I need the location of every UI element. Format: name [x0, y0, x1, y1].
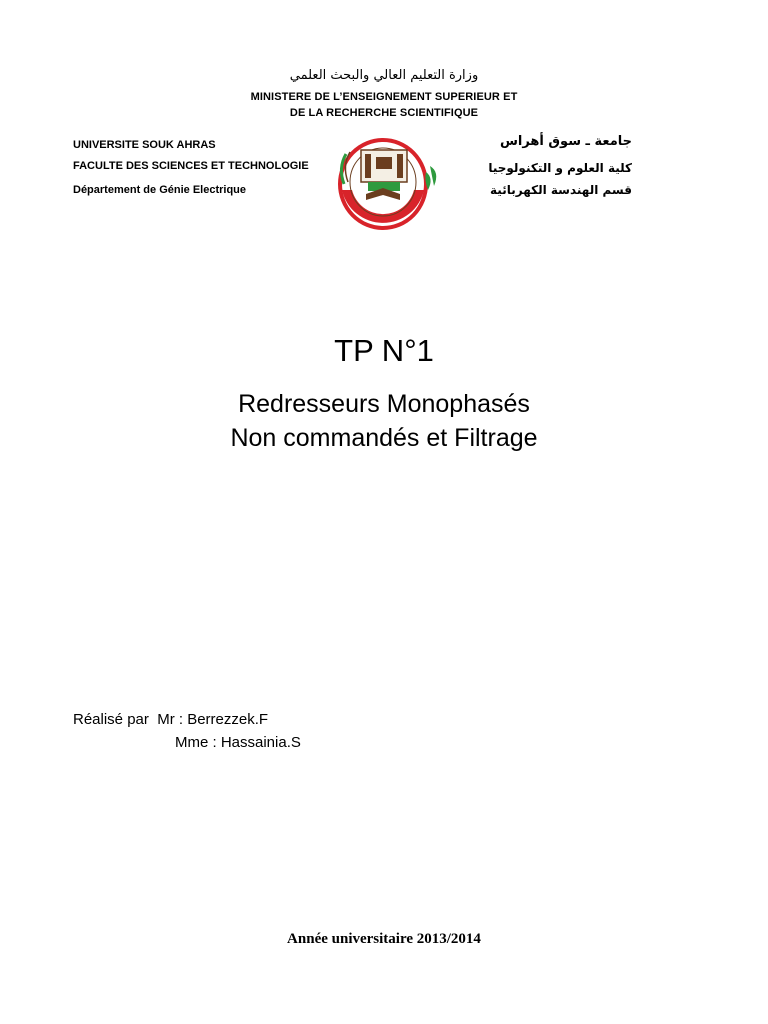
faculty-name: FACULTE DES SCIENCES ET TECHNOLOGIE — [73, 160, 309, 172]
authors-row-2 — [73, 731, 301, 754]
university-logo — [328, 132, 450, 232]
authors-block — [73, 708, 301, 754]
university-name: UNIVERSITE SOUK AHRAS — [73, 139, 216, 151]
department-name: Département de Génie Electrique — [73, 184, 246, 196]
university-name-arabic: جامعة ـ سوق أهراس — [499, 134, 632, 149]
author-2: Mme : Hassainia.S — [175, 734, 301, 751]
tp-number-title: TP N°1 — [334, 333, 434, 368]
ministry-title-arabic: وزارة التعليم العالي والبحث العلمي — [289, 68, 479, 83]
authors-label: Réalisé par — [73, 711, 149, 728]
department-name-arabic: قسم الهندسة الكهربائية — [490, 183, 632, 197]
ministry-title-french-line1: MINISTERE DE L’ENSEIGNEMENT SUPERIEUR ET — [250, 91, 518, 103]
author-1: Mr : Berrezzek.F — [157, 711, 269, 728]
academic-year: Année universitaire 2013/2014 — [287, 931, 481, 947]
ministry-title-french-line2: DE LA RECHERCHE SCIENTIFIQUE — [289, 107, 479, 119]
faculty-name-arabic: كلية العلوم و التكنولوجيا — [488, 161, 632, 175]
authors-row-1 — [73, 708, 301, 731]
subtitle-line1: Redresseurs Monophasés — [238, 390, 530, 418]
subtitle-line2: Non commandés et Filtrage — [230, 424, 538, 452]
